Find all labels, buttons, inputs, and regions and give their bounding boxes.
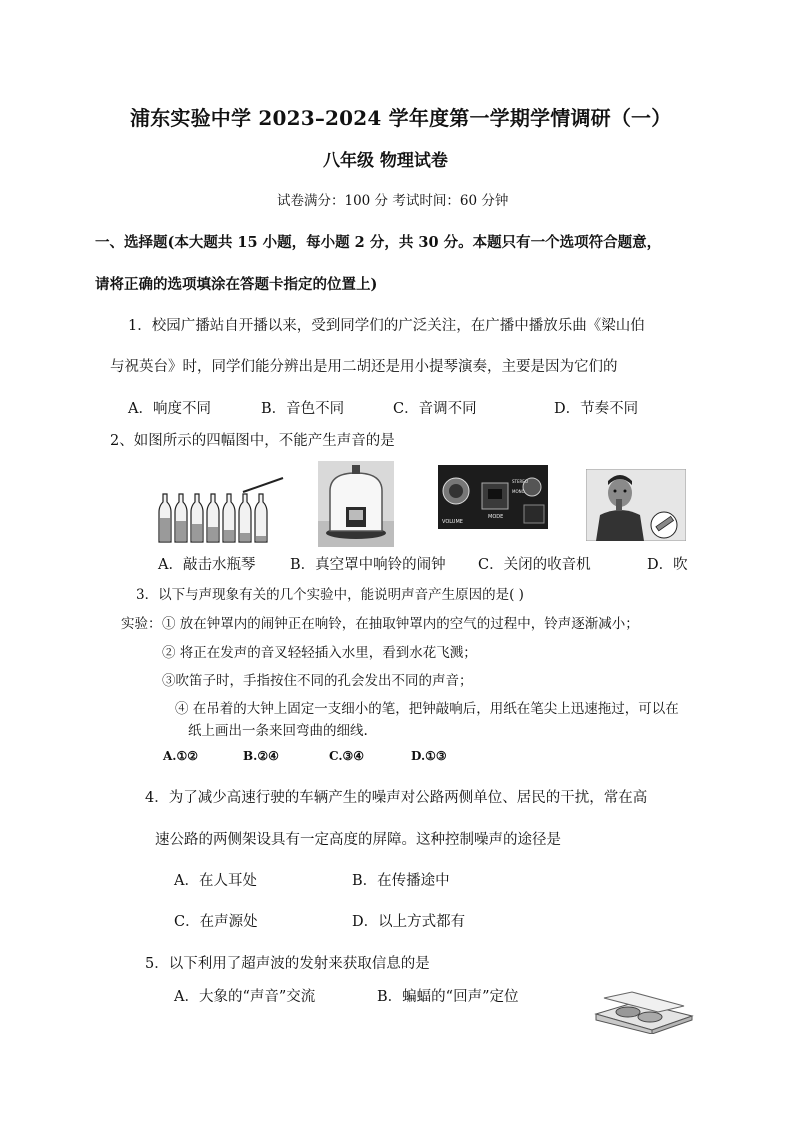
q5-stem: 5．以下利用了超声波的发射来获取信息的是 <box>145 956 430 972</box>
q1-option-c: C．音调不同 <box>393 401 477 417</box>
q3-item-3: ③吹笛子时，手指按住不同的孔会发出不同的声音； <box>162 673 473 689</box>
q1-option-b: B．音色不同 <box>261 401 345 417</box>
q4-option-a: A．在人耳处 <box>174 873 257 889</box>
q4-option-b: B．在传播途中 <box>352 873 450 889</box>
q3-option-a: A.①② <box>163 749 199 763</box>
bell-jar-image <box>318 461 394 547</box>
q3-item-4-cont: 纸上画出一条来回弯曲的细线. <box>188 723 368 739</box>
section-heading-line1: 一、选择题(本大题共 15 小题，每小题 2 分，共 30 分。本题只有一个选项符合题意， <box>95 234 662 251</box>
q2-option-d: D．吹 <box>647 557 688 573</box>
radio-mono-label: MONO <box>512 489 525 494</box>
q3-lead: 实验： <box>121 616 162 632</box>
q2-option-b: B．真空罩中响铃的闹钟 <box>290 557 446 573</box>
q5-option-a: A．大象的“声音”交流 <box>174 989 316 1005</box>
q3-stem: 3．以下与声现象有关的几个实验中，能说明声音产生原因的是( ) <box>136 587 524 603</box>
q1-line1: 1．校园广播站自开播以来，受到同学们的广泛关注，在广播中播放乐曲《梁山伯 <box>128 318 645 334</box>
q4-option-c: C．在声源处 <box>174 914 258 930</box>
q3-item-4: ④ 在吊着的大钟上固定一支细小的笔，把钟敲响后，用纸在笔尖上迅速拖过，可以在 <box>175 701 679 717</box>
boy-blowing-image <box>586 469 686 541</box>
q3-option-c: C.③④ <box>329 749 365 763</box>
q1-option-a: A．响度不同 <box>128 401 211 417</box>
q2-option-c: C．关闭的收音机 <box>478 557 591 573</box>
radio-stereo-label: STEREO <box>512 479 528 484</box>
q2-option-a: A．敲击水瓶琴 <box>158 557 256 573</box>
exam-info: 试卷满分：100 分 考试时间：60 分钟 <box>277 193 509 209</box>
q1-option-d: D．节奏不同 <box>554 401 639 417</box>
radio-image <box>438 465 548 529</box>
page-title: 浦东实验中学 2023–2024 学年度第一学期学情调研（一） <box>130 106 672 130</box>
page-subtitle: 八年级 物理试卷 <box>323 151 448 171</box>
q4-line2: 速公路的两侧架设具有一定高度的屏障。这种控制噪声的途径是 <box>155 832 561 848</box>
q4-line1: 4．为了减少高速行驶的车辆产生的噪声对公路两侧单位、居民的干扰，常在高 <box>145 790 648 806</box>
q4-option-d: D．以上方式都有 <box>352 914 466 930</box>
q5-option-b: B．蝙蝠的“回声”定位 <box>377 989 519 1005</box>
q3-option-b: B.②④ <box>243 749 279 763</box>
q2-stem: 2、如图所示的四幅图中，不能产生声音的是 <box>110 433 395 449</box>
box-image <box>592 990 694 1034</box>
water-bottles-image <box>155 474 285 544</box>
q1-line2: 与祝英台》时，同学们能分辨出是用二胡还是用小提琴演奏，主要是因为它们的 <box>110 359 618 375</box>
q3-item-2: ② 将正在发声的音叉轻轻插入水里，看到水花飞溅； <box>162 645 477 661</box>
radio-mode-label: MODE <box>488 514 504 520</box>
section-heading-line2: 请将正确的选项填涂在答题卡指定的位置上) <box>95 276 378 293</box>
q3-option-d: D.①③ <box>411 749 447 763</box>
q3-item-1: ① 放在钟罩内的闹钟正在响铃，在抽取钟罩内的空气的过程中，铃声逐渐减小； <box>162 616 639 632</box>
radio-volume-label: VOLUME <box>442 519 463 525</box>
